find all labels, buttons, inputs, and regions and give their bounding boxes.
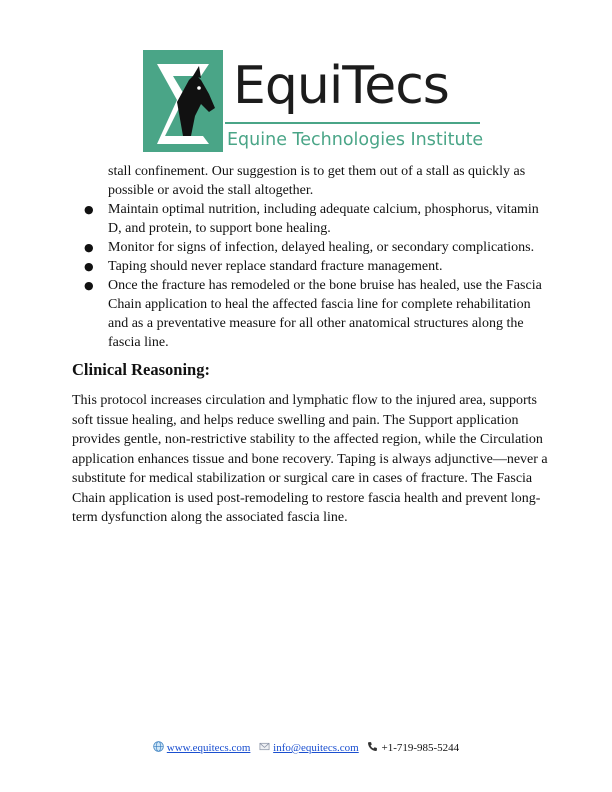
list-item: [72, 200, 550, 238]
continued-paragraph: stall confinement. Our suggestion is to get them out of a stall as quickly as possible or avoid the stall altogether.: [108, 164, 526, 198]
list-item-text: Taping should never replace standard fracture management.: [108, 259, 443, 274]
section-paragraph: This protocol increases circulation and lymphatic flow to the injured area, supports soft tissue healing, and helps reduce swelling and pain. The Support application provides gentle, non-restrictive stability to the affected region, while the Circulation application enhances tissue and bone recovery. Taping is always adjunctive—never a substitute for medical stabilization or surgical care in cases of fracture. The Fascia Chain application is used post-remodeling to restore fascia health and prevent long-term dysfunction along the associated fascia line.: [72, 393, 548, 525]
footer: [0, 740, 612, 756]
globe-icon: [153, 741, 164, 752]
website-link[interactable]: www.equitecs.com: [166, 742, 251, 754]
bullet-icon: ●: [84, 241, 94, 254]
list-item-text: Maintain optimal nutrition, including adequate calcium, phosphorus, vitamin D, and protein, to support bone healing.: [108, 202, 539, 236]
logo-rule: [225, 122, 480, 124]
email-icon: [259, 741, 270, 752]
email-link[interactable]: info@equitecs.com: [273, 742, 359, 754]
list-item: [72, 276, 550, 352]
bullet-list: [72, 200, 550, 352]
list-item: [72, 238, 550, 257]
logo-tagline: Equine Technologies Institute: [227, 130, 484, 150]
phone-number: +1-719-985-5244: [381, 742, 460, 754]
list-item-text: Monitor for signs of infection, delayed healing, or secondary complications.: [108, 240, 535, 255]
horse-logo-icon: [143, 50, 223, 152]
phone-icon: [367, 741, 378, 752]
bullet-icon: ●: [84, 203, 94, 216]
list-item: [72, 257, 550, 276]
list-item-text: Once the fracture has remodeled or the bone bruise has healed, use the Fascia Chain application to heal the affected fascia line for complete rehabilitation and as a preventative measure for all other anatomical structures along the fascia line.: [108, 278, 542, 350]
header-logo: [143, 50, 483, 154]
logo-wordmark: EquiTecs: [233, 56, 449, 116]
section-heading: Clinical Reasoning:: [72, 360, 210, 379]
bullet-icon: ●: [84, 260, 94, 273]
bullet-icon: ●: [84, 279, 94, 292]
